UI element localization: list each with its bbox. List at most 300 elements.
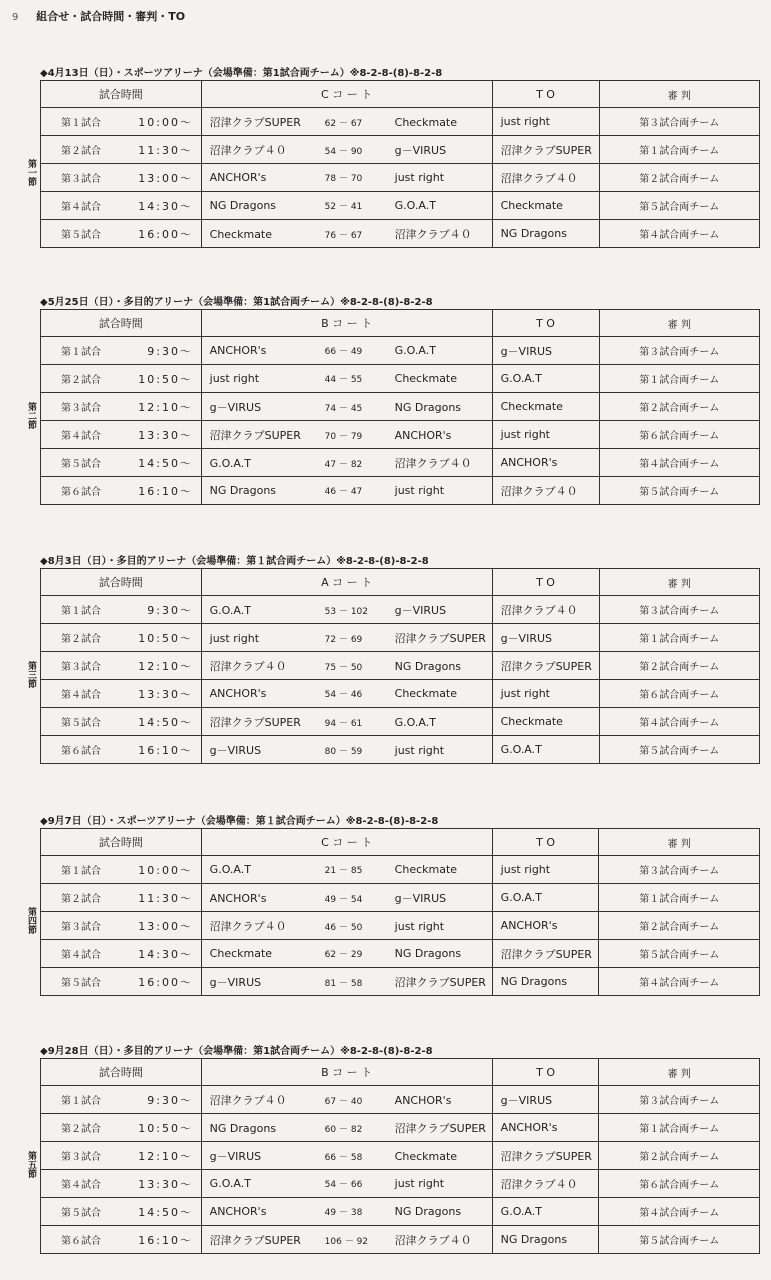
to-team: ANCHOR's — [492, 912, 599, 940]
schedule-table — [40, 568, 760, 764]
score: 46 － 47 — [324, 487, 363, 497]
header-to: T O — [492, 1059, 599, 1086]
referee-team: 第２試合両チーム — [599, 912, 760, 940]
away-team: 沼津クラブ４０ — [394, 227, 472, 241]
home-team: G.O.A.T — [209, 456, 251, 470]
away-team: ANCHOR's — [394, 428, 452, 442]
home-team: G.O.A.T — [209, 863, 251, 876]
to-team: 沼津クラブ４０ — [492, 164, 599, 192]
game-row — [41, 477, 760, 505]
round-label: 第五節 — [26, 1151, 36, 1178]
game-row — [41, 1114, 760, 1142]
score: 72 － 69 — [324, 634, 363, 645]
header-time: 試合時間 — [41, 81, 202, 108]
away-team: 沼津クラブSUPER — [394, 631, 486, 645]
away-team: just right — [394, 484, 445, 497]
away-team: just right — [394, 919, 445, 933]
header-court: B コ ー ト — [201, 1059, 492, 1086]
away-team: NG Dragons — [394, 947, 462, 960]
referee-team: 第３試合両チーム — [599, 108, 760, 136]
game-time: 12:10～ — [138, 659, 193, 673]
game-number: 第３試合 — [61, 1151, 101, 1163]
away-team: 沼津クラブSUPER — [394, 1121, 486, 1135]
game-number: 第１試合 — [61, 605, 101, 617]
home-team: Checkmate — [209, 947, 273, 960]
to-team: ANCHOR's — [492, 1114, 599, 1142]
matchup-cell — [201, 884, 492, 912]
to-team: g－VIRUS — [492, 1086, 599, 1114]
game-time-cell — [41, 365, 202, 393]
game-time-cell — [41, 1170, 202, 1198]
score: 21 － 85 — [324, 866, 363, 876]
matchup-cell — [201, 1114, 492, 1142]
round-label: 第四節 — [26, 906, 36, 934]
referee-team: 第２試合両チーム — [599, 393, 760, 421]
header-row — [41, 1059, 760, 1086]
game-time: 9:30～ — [147, 344, 193, 358]
header-to: T O — [492, 829, 599, 856]
home-team: 沼津クラブSUPER — [209, 115, 301, 129]
away-team: g－VIRUS — [394, 603, 447, 617]
referee-team: 第３試合両チーム — [599, 856, 760, 884]
game-time-cell — [41, 624, 202, 652]
page-header — [12, 8, 185, 24]
home-team: g－VIRUS — [209, 400, 262, 414]
score: 62 － 29 — [324, 950, 363, 960]
matchup-cell — [201, 968, 492, 996]
home-team: g－VIRUS — [209, 743, 262, 757]
game-row — [41, 912, 760, 940]
game-time: 11:30～ — [138, 143, 193, 157]
to-team: G.O.A.T — [492, 884, 599, 912]
schedule-table — [40, 309, 760, 505]
game-time-cell — [41, 192, 202, 220]
home-team: 沼津クラブ４０ — [209, 919, 287, 933]
game-time: 10:00～ — [138, 863, 193, 877]
away-team: NG Dragons — [394, 400, 462, 414]
to-team: G.O.A.T — [492, 1198, 599, 1226]
to-team: NG Dragons — [492, 220, 599, 248]
score: 49 － 38 — [324, 1208, 363, 1218]
home-team: G.O.A.T — [209, 1177, 251, 1190]
referee-team: 第５試合両チーム — [599, 192, 760, 220]
matchup-cell — [201, 1142, 492, 1170]
game-number: 第５試合 — [61, 458, 101, 470]
game-time-cell — [41, 736, 202, 764]
score: 78 － 70 — [324, 174, 363, 184]
game-row — [41, 708, 760, 736]
matchup-cell — [201, 912, 492, 940]
game-number: 第５試合 — [61, 717, 101, 729]
game-time: 10:50～ — [138, 372, 193, 386]
game-time: 10:50～ — [138, 1121, 193, 1135]
game-number: 第２試合 — [61, 1123, 101, 1135]
header-row — [41, 829, 760, 856]
header-court: C コ ー ト — [201, 829, 492, 856]
referee-team: 第３試合両チーム — [599, 1086, 760, 1114]
to-team: 沼津クラブ４０ — [492, 477, 599, 505]
home-team: NG Dragons — [209, 484, 277, 497]
game-number: 第３試合 — [61, 173, 101, 185]
round-label: 第三節 — [26, 661, 36, 688]
header-referee: 審 判 — [599, 1059, 760, 1086]
score: 44 － 55 — [324, 375, 363, 385]
game-time-cell — [41, 220, 202, 248]
to-team: 沼津クラブSUPER — [492, 1142, 599, 1170]
score: 62 － 67 — [324, 118, 363, 129]
referee-team: 第４試合両チーム — [599, 449, 760, 477]
header-court: C コ ー ト — [201, 81, 492, 108]
schedule-table — [40, 1058, 760, 1254]
page-number: 9 — [12, 12, 19, 23]
game-time-cell — [41, 912, 202, 940]
matchup-cell — [201, 736, 492, 764]
game-time-cell — [41, 708, 202, 736]
game-row — [41, 652, 760, 680]
round-label: 第二節 — [26, 402, 36, 429]
score: 47 － 82 — [324, 459, 363, 470]
game-number: 第６試合 — [61, 1235, 101, 1247]
to-team: just right — [492, 108, 599, 136]
header-court: B コ ー ト — [201, 310, 492, 337]
game-time-cell — [41, 968, 202, 996]
matchup-cell — [201, 1170, 492, 1198]
matchup-cell — [201, 1226, 492, 1254]
matchup-cell — [201, 940, 492, 968]
round-title: ◆9月7日（日）・スポーツアリーナ（会場準備：第１試合両チーム）※8-2-8-(8)-8-2-8 — [40, 816, 439, 827]
matchup-cell — [201, 393, 492, 421]
header-court: A コ ー ト — [201, 569, 492, 596]
game-time-cell — [41, 449, 202, 477]
game-row — [41, 680, 760, 708]
header-time: 試合時間 — [41, 310, 202, 337]
referee-team: 第１試合両チーム — [599, 1114, 760, 1142]
referee-team: 第４試合両チーム — [599, 968, 760, 996]
header-row — [41, 569, 760, 596]
score: 53 － 102 — [324, 606, 368, 617]
to-team: 沼津クラブSUPER — [492, 940, 599, 968]
home-team: 沼津クラブ４０ — [209, 659, 287, 673]
referee-team: 第２試合両チーム — [599, 164, 760, 192]
away-team: NG Dragons — [394, 1205, 462, 1218]
to-team: Checkmate — [492, 708, 599, 736]
matchup-cell — [201, 337, 492, 365]
matchup-cell — [201, 624, 492, 652]
home-team: ANCHOR's — [209, 1205, 267, 1218]
away-team: 沼津クラブSUPER — [394, 975, 486, 989]
referee-team: 第４試合両チーム — [599, 1198, 760, 1226]
game-row — [41, 1198, 760, 1226]
home-team: NG Dragons — [209, 199, 277, 212]
away-team: Checkmate — [394, 863, 458, 876]
game-row — [41, 1226, 760, 1254]
game-row — [41, 968, 760, 996]
game-time-cell — [41, 652, 202, 680]
game-number: 第６試合 — [61, 745, 101, 757]
score: 54 － 90 — [324, 146, 363, 157]
game-time-cell — [41, 1114, 202, 1142]
game-number: 第３試合 — [61, 921, 101, 933]
game-number: 第１試合 — [61, 117, 101, 129]
score: 66 － 49 — [324, 347, 363, 357]
away-team: G.O.A.T — [394, 199, 436, 212]
header-referee: 審 判 — [599, 569, 760, 596]
home-team: Checkmate — [209, 227, 273, 241]
header-referee: 審 判 — [599, 829, 760, 856]
matchup-cell — [201, 449, 492, 477]
round-title: ◆4月13日（日）・スポーツアリーナ（会場準備：第1試合両チーム）※8-2-8-(8)-8-2-8 — [40, 68, 443, 79]
game-time: 10:50～ — [138, 631, 193, 645]
game-row — [41, 1170, 760, 1198]
game-number: 第２試合 — [61, 374, 101, 386]
game-row — [41, 108, 760, 136]
score: 74 － 45 — [324, 403, 363, 414]
matchup-cell — [201, 220, 492, 248]
game-time: 14:50～ — [138, 1205, 193, 1219]
score: 67 － 40 — [324, 1096, 363, 1107]
game-row — [41, 192, 760, 220]
game-time: 16:10～ — [138, 743, 193, 757]
game-time-cell — [41, 940, 202, 968]
to-team: 沼津クラブ４０ — [492, 1170, 599, 1198]
game-time-cell — [41, 1086, 202, 1114]
schedule-table — [40, 828, 760, 996]
matchup-cell — [201, 596, 492, 624]
home-team: ANCHOR's — [209, 344, 267, 357]
score: 106 － 92 — [324, 1236, 369, 1247]
to-team: just right — [492, 856, 599, 884]
referee-team: 第５試合両チーム — [599, 477, 760, 505]
matchup-cell — [201, 1198, 492, 1226]
home-team: ANCHOR's — [209, 687, 267, 700]
referee-team: 第６試合両チーム — [599, 1170, 760, 1198]
score: 54 － 46 — [324, 690, 363, 700]
referee-team: 第１試合両チーム — [599, 884, 760, 912]
game-time-cell — [41, 393, 202, 421]
game-time: 14:50～ — [138, 715, 193, 729]
referee-team: 第４試合両チーム — [599, 220, 760, 248]
score: 46 － 50 — [324, 922, 363, 933]
referee-team: 第３試合両チーム — [599, 596, 760, 624]
to-team: G.O.A.T — [492, 736, 599, 764]
game-number: 第４試合 — [61, 689, 101, 701]
to-team: 沼津クラブSUPER — [492, 652, 599, 680]
game-time: 13:00～ — [138, 171, 193, 185]
game-number: 第５試合 — [61, 977, 101, 989]
game-row — [41, 856, 760, 884]
matchup-cell — [201, 365, 492, 393]
game-time: 11:30～ — [138, 891, 193, 905]
referee-team: 第６試合両チーム — [599, 680, 760, 708]
away-team: g－VIRUS — [394, 143, 447, 157]
home-team: g－VIRUS — [209, 1149, 262, 1163]
referee-team: 第５試合両チーム — [599, 940, 760, 968]
referee-team: 第５試合両チーム — [599, 736, 760, 764]
referee-team: 第２試合両チーム — [599, 652, 760, 680]
home-team: g－VIRUS — [209, 975, 262, 989]
score: 76 － 67 — [324, 230, 363, 241]
away-team: just right — [394, 743, 445, 757]
matchup-cell — [201, 421, 492, 449]
header-time: 試合時間 — [41, 829, 202, 856]
score: 49 － 54 — [324, 894, 363, 905]
game-number: 第４試合 — [61, 1179, 101, 1191]
to-team: Checkmate — [492, 393, 599, 421]
to-team: Checkmate — [492, 192, 599, 220]
to-team: G.O.A.T — [492, 365, 599, 393]
game-row — [41, 1086, 760, 1114]
game-number: 第６試合 — [61, 486, 101, 498]
game-time-cell — [41, 421, 202, 449]
score: 60 － 82 — [324, 1124, 363, 1135]
game-time: 14:30～ — [138, 947, 193, 961]
game-time-cell — [41, 1198, 202, 1226]
to-team: 沼津クラブSUPER — [492, 136, 599, 164]
to-team: just right — [492, 421, 599, 449]
referee-team: 第１試合両チーム — [599, 624, 760, 652]
home-team: 沼津クラブSUPER — [209, 715, 301, 729]
to-team: NG Dragons — [492, 968, 599, 996]
game-row — [41, 393, 760, 421]
game-row — [41, 220, 760, 248]
matchup-cell — [201, 136, 492, 164]
matchup-cell — [201, 164, 492, 192]
round-label: 第一節 — [26, 158, 36, 186]
game-number: 第２試合 — [61, 893, 101, 905]
game-row — [41, 884, 760, 912]
game-time: 10:00～ — [138, 115, 193, 129]
score: 80 － 59 — [324, 746, 363, 757]
home-team: ANCHOR's — [209, 171, 267, 184]
referee-team: 第１試合両チーム — [599, 136, 760, 164]
away-team: 沼津クラブ４０ — [394, 456, 472, 470]
away-team: just right — [394, 1177, 445, 1190]
game-number: 第１試合 — [61, 346, 101, 358]
game-time: 13:30～ — [138, 1177, 193, 1191]
referee-team: 第１試合両チーム — [599, 365, 760, 393]
home-team: just right — [209, 372, 260, 385]
game-time-cell — [41, 136, 202, 164]
game-time-cell — [41, 1226, 202, 1254]
game-row — [41, 624, 760, 652]
header-time: 試合時間 — [41, 569, 202, 596]
away-team: g－VIRUS — [394, 891, 447, 905]
score: 66 － 58 — [324, 1152, 363, 1163]
matchup-cell — [201, 192, 492, 220]
referee-team: 第３試合両チーム — [599, 337, 760, 365]
matchup-cell — [201, 856, 492, 884]
game-time: 9:30～ — [147, 603, 193, 617]
matchup-cell — [201, 708, 492, 736]
score: 75 － 50 — [324, 662, 363, 673]
game-time-cell — [41, 1142, 202, 1170]
game-row — [41, 1142, 760, 1170]
header-to: T O — [492, 569, 599, 596]
referee-team: 第２試合両チーム — [599, 1142, 760, 1170]
score: 94 － 61 — [324, 718, 363, 729]
game-time: 16:10～ — [138, 1233, 193, 1247]
home-team: 沼津クラブ４０ — [209, 143, 287, 157]
header-referee: 審 判 — [599, 310, 760, 337]
home-team: NG Dragons — [209, 1121, 277, 1135]
round-title: ◆9月28日（日）・多目的アリーナ（会場準備：第1試合両チーム）※8-2-8-(8)-8-2-8 — [40, 1046, 433, 1057]
game-number: 第３試合 — [61, 402, 101, 414]
header-row — [41, 310, 760, 337]
to-team: just right — [492, 680, 599, 708]
game-time: 13:30～ — [138, 687, 193, 701]
game-row — [41, 136, 760, 164]
game-number: 第５試合 — [61, 1207, 101, 1219]
game-number: 第２試合 — [61, 145, 101, 157]
game-row — [41, 421, 760, 449]
game-number: 第５試合 — [61, 229, 101, 241]
home-team: ANCHOR's — [209, 891, 267, 905]
matchup-cell — [201, 1086, 492, 1114]
game-time-cell — [41, 596, 202, 624]
game-number: 第２試合 — [61, 633, 101, 645]
away-team: Checkmate — [394, 1149, 458, 1163]
game-time-cell — [41, 477, 202, 505]
game-time: 13:30～ — [138, 428, 193, 442]
away-team: G.O.A.T — [394, 715, 436, 729]
referee-team: 第４試合両チーム — [599, 708, 760, 736]
matchup-cell — [201, 477, 492, 505]
header-to: T O — [492, 81, 599, 108]
round-title: ◆5月25日（日）・多目的アリーナ（会場準備：第1試合両チーム）※8-2-8-(8)-8-2-8 — [40, 297, 433, 308]
game-time: 14:30～ — [138, 199, 193, 213]
matchup-cell — [201, 680, 492, 708]
game-row — [41, 596, 760, 624]
referee-team: 第６試合両チーム — [599, 421, 760, 449]
away-team: NG Dragons — [394, 659, 462, 673]
referee-team: 第５試合両チーム — [599, 1226, 760, 1254]
game-number: 第１試合 — [61, 1095, 101, 1107]
game-time: 16:00～ — [138, 975, 193, 989]
home-team: 沼津クラブ４０ — [209, 1093, 287, 1107]
schedule-table — [40, 80, 760, 248]
home-team: G.O.A.T — [209, 603, 251, 617]
score: 52 － 41 — [324, 202, 363, 212]
score: 81 － 58 — [324, 978, 363, 989]
game-number: 第４試合 — [61, 201, 101, 213]
game-row — [41, 736, 760, 764]
to-team: 沼津クラブ４０ — [492, 596, 599, 624]
game-row — [41, 164, 760, 192]
game-time: 12:10～ — [138, 1149, 193, 1163]
game-row — [41, 365, 760, 393]
header-row — [41, 81, 760, 108]
game-number: 第４試合 — [61, 430, 101, 442]
home-team: just right — [209, 631, 260, 645]
score: 54 － 66 — [324, 1180, 363, 1190]
page-title: 組合せ・試合時間・審判・TO — [36, 10, 186, 23]
game-time: 16:00～ — [138, 227, 193, 241]
away-team: G.O.A.T — [394, 344, 436, 357]
to-team: g－VIRUS — [492, 337, 599, 365]
away-team: just right — [394, 171, 445, 184]
game-time: 12:10～ — [138, 400, 193, 414]
game-row — [41, 940, 760, 968]
game-number: 第３試合 — [61, 661, 101, 673]
game-time-cell — [41, 680, 202, 708]
home-team: 沼津クラブSUPER — [209, 1233, 301, 1247]
away-team: Checkmate — [394, 115, 458, 129]
matchup-cell — [201, 652, 492, 680]
game-time-cell — [41, 884, 202, 912]
round-title: ◆8月3日（日）・多目的アリーナ（会場準備：第１試合両チーム）※8-2-8-(8)-8-2-8 — [40, 556, 429, 567]
home-team: 沼津クラブSUPER — [209, 428, 301, 442]
header-referee: 審 判 — [599, 81, 760, 108]
